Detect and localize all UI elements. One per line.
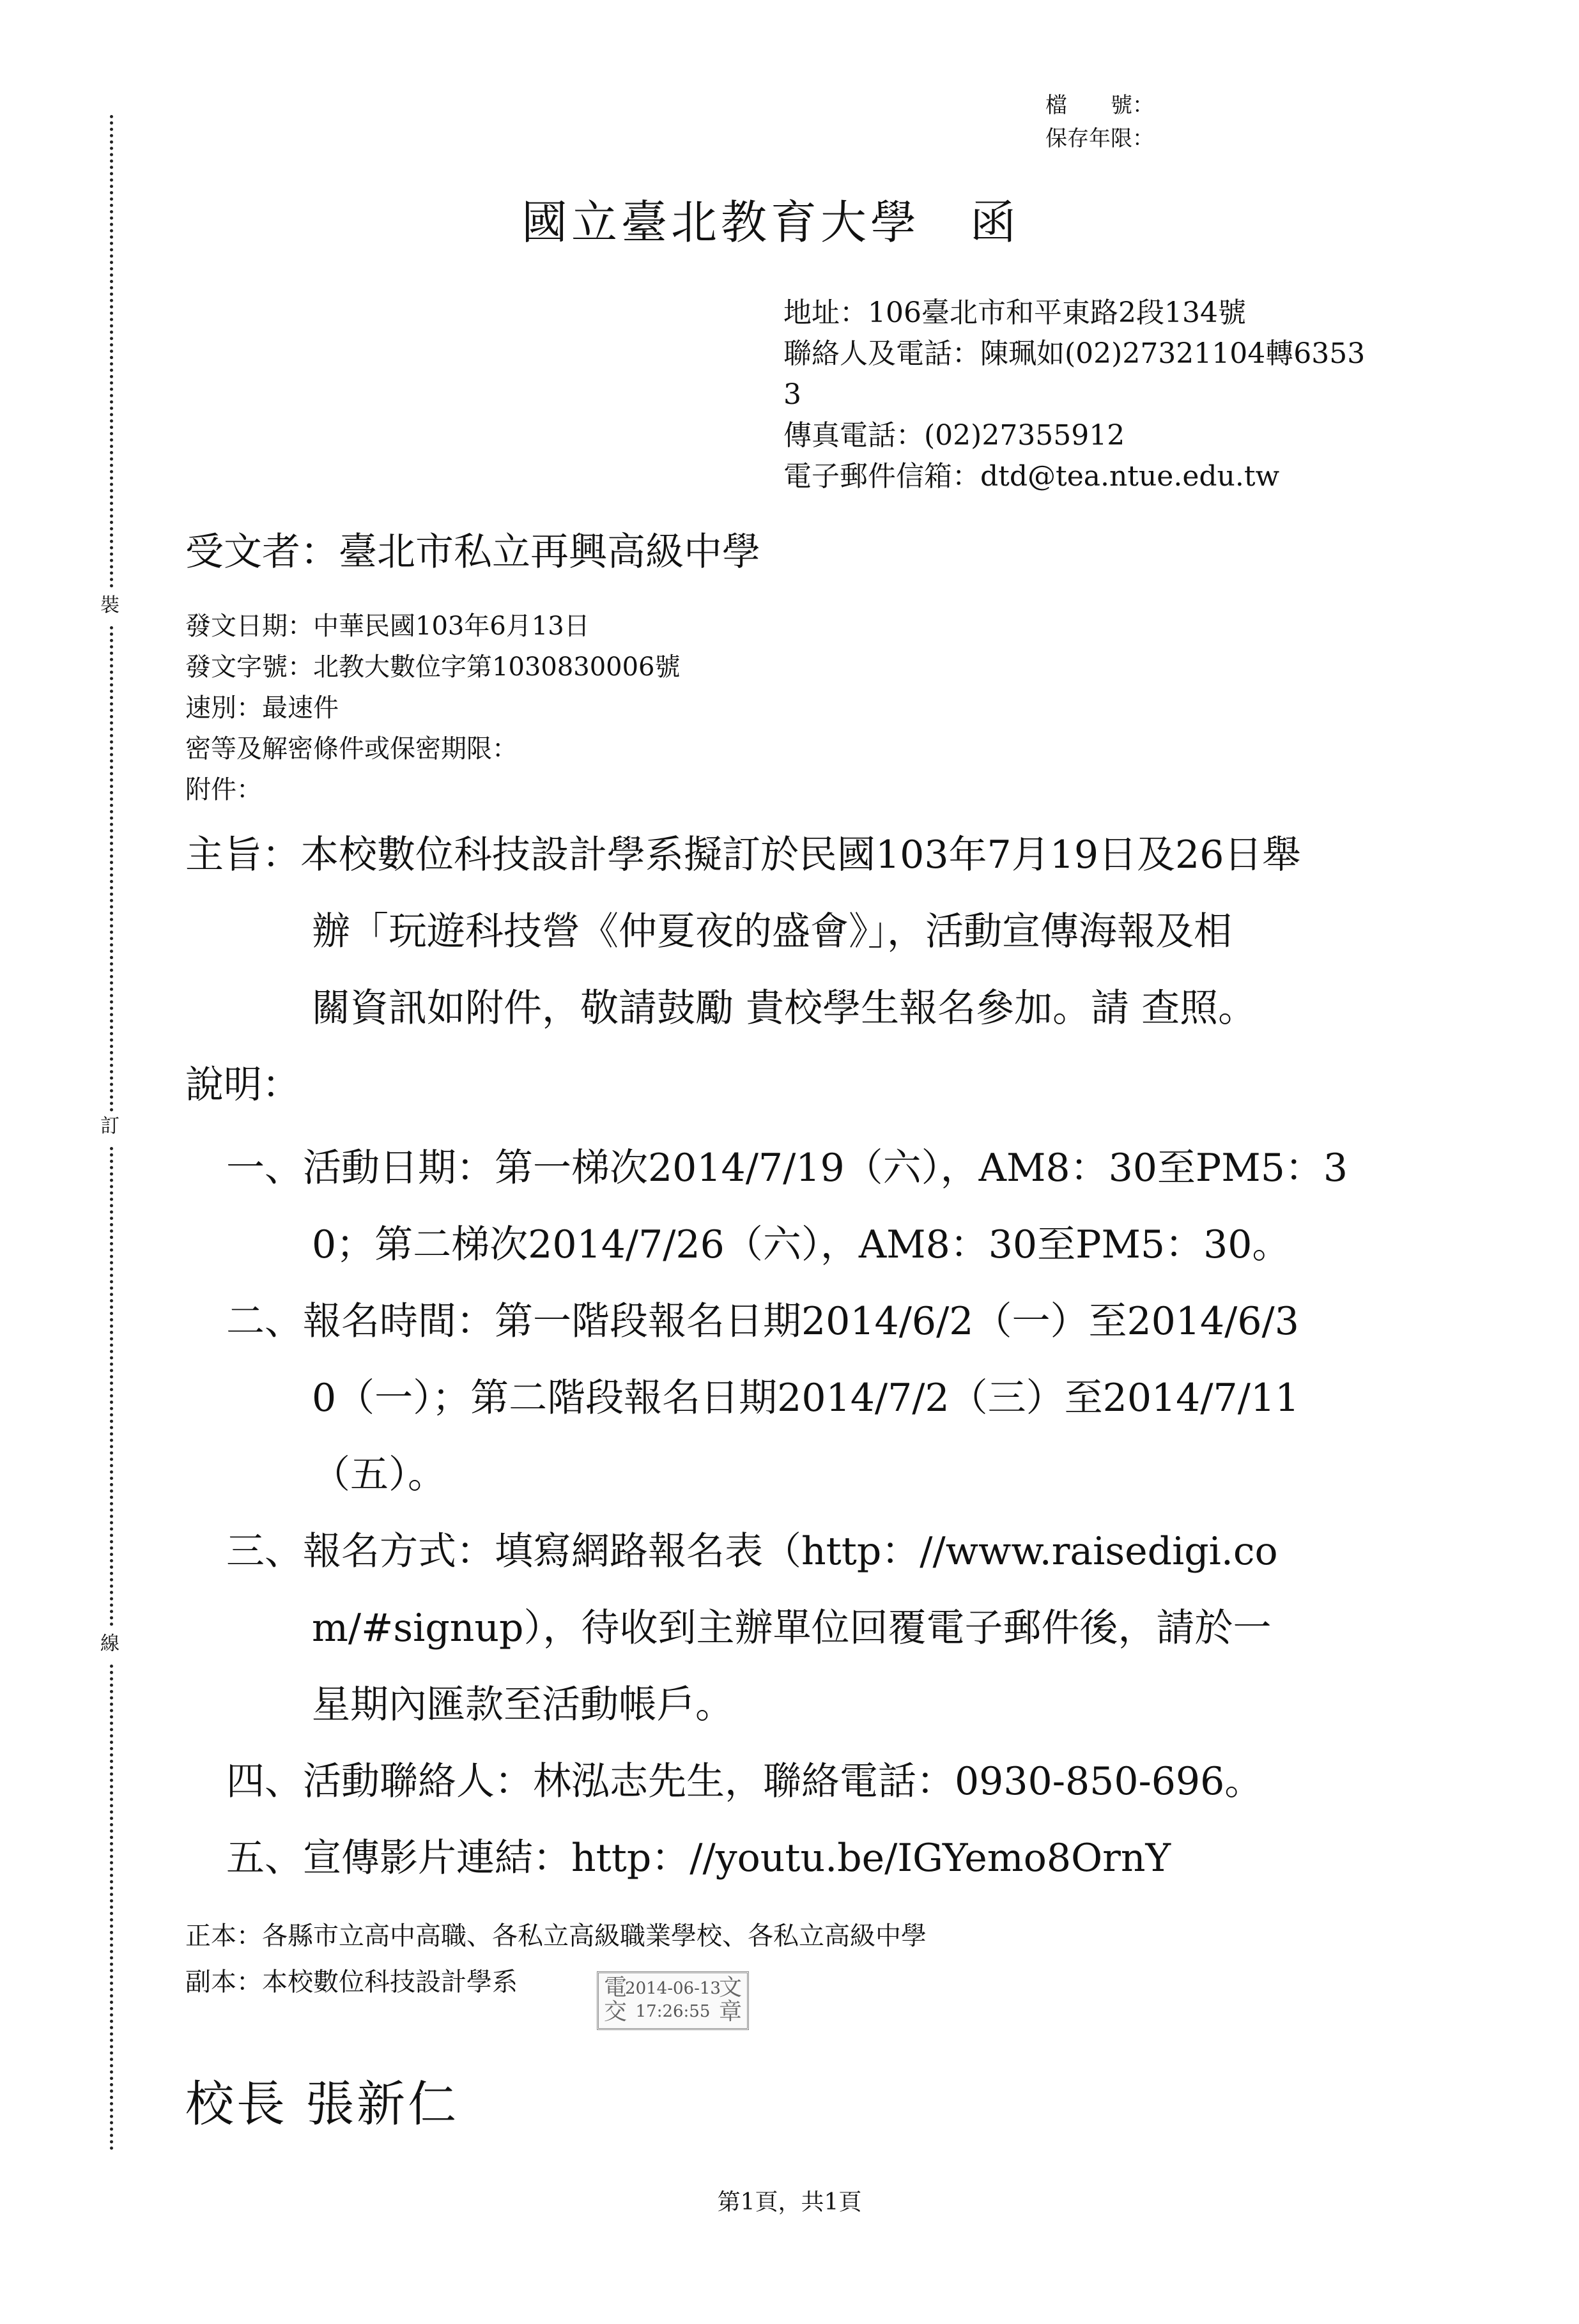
recipient: 受文者：臺北市私立再興高級中學 — [185, 530, 760, 574]
document-title: 國立臺北教育大學 函 — [521, 196, 1021, 249]
copy-recipients: 副本：本校數位科技設計學系 — [185, 1967, 518, 1997]
explanation-item-1-line-1: 一、活動日期：第一梯次2014/7/19（六），AM8：30至PM5：3 — [226, 1146, 1348, 1190]
attachment-label: 附件： — [185, 775, 262, 804]
stamp-date: 2014-06-13 — [625, 1979, 721, 1998]
explanation-item-1-line-2: 0；第二梯次2014/7/26（六），AM8：30至PM5：30。 — [312, 1222, 1291, 1267]
binding-line-mid2 — [110, 1147, 113, 1626]
contact-person-phone-cont: 3 — [783, 378, 801, 411]
explanation-item-3-line-1: 三、報名方式：填寫網路報名表（http：//www.raisedigi.co — [226, 1529, 1278, 1574]
binding-mark-xian: 線 — [100, 1633, 119, 1655]
contact-email: 電子郵件信箱：dtd@tea.ntue.edu.tw — [783, 460, 1280, 493]
explanation-item-3-line-2: m/#signup），待收到主辦單位回覆電子郵件後，請於一 — [312, 1606, 1272, 1651]
explanation-item-2-line-2: 0（一）；第二階段報名日期2014/7/2（三）至2014/7/11 — [312, 1376, 1300, 1420]
subject-line-2: 辦「玩遊科技營《仲夏夜的盛會》」，活動宣傳海報及相 — [312, 909, 1232, 954]
president-name: 校長 張新仁 — [185, 2075, 459, 2132]
binding-mark-zhuang: 裝 — [100, 594, 119, 617]
issue-date: 發文日期：中華民國103年6月13日 — [185, 612, 590, 641]
explanation-item-3-line-3: 星期內匯款至活動帳戶。 — [312, 1682, 734, 1727]
stamp-right-chars: 文 章 — [718, 1974, 742, 2025]
binding-line-top — [110, 115, 113, 588]
contact-person-phone: 聯絡人及電話：陳珮如(02)27321104轉6353 — [783, 337, 1366, 370]
explanation-item-2-line-1: 二、報名時間：第一階段報名日期2014/6/2（一）至2014/6/3 — [226, 1299, 1299, 1344]
explanation-item-4: 四、活動聯絡人：林泓志先生，聯絡電話：0930-850-696。 — [226, 1759, 1263, 1804]
subject-line-3: 關資訊如附件，敬請鼓勵 貴校學生報名參加。請 查照。 — [312, 986, 1257, 1031]
speed-class: 速別：最速件 — [185, 693, 339, 723]
contact-address: 地址：106臺北市和平東路2段134號 — [783, 296, 1246, 329]
explanation-heading: 說明： — [185, 1063, 300, 1107]
stamp-time: 17:26:55 — [635, 2002, 711, 2021]
file-number-label: 檔 號： — [1045, 93, 1154, 118]
stamp-datetime — [599, 1974, 747, 2025]
page-footer: 第1頁，共1頁 — [717, 2189, 862, 2215]
binding-line-mid1 — [110, 626, 113, 1112]
explanation-item-5: 五、宣傳影片連結：http：//youtu.be/IGYemo8OrnY — [226, 1836, 1171, 1881]
secrecy-level: 密等及解密條件或保密期限： — [185, 734, 518, 764]
original-recipients: 正本：各縣市立高中高職、各私立高級職業學校、各私立高級中學 — [185, 1921, 927, 1951]
stamp-left-chars: 電 交 — [604, 1974, 628, 2025]
electronic-exchange-stamp — [597, 1971, 749, 2030]
retention-period-label: 保存年限： — [1045, 126, 1154, 151]
explanation-item-2-line-3: （五）。 — [312, 1452, 446, 1497]
subject-line-1: 主旨：本校數位科技設計學系擬訂於民國103年7月19日及26日舉 — [185, 833, 1301, 877]
binding-mark-ding: 訂 — [100, 1115, 119, 1137]
contact-fax: 傳真電話：(02)27355912 — [783, 419, 1125, 452]
document-number: 發文字號：北教大數位字第1030830006號 — [185, 652, 681, 682]
binding-line-bottom — [110, 1665, 113, 2150]
